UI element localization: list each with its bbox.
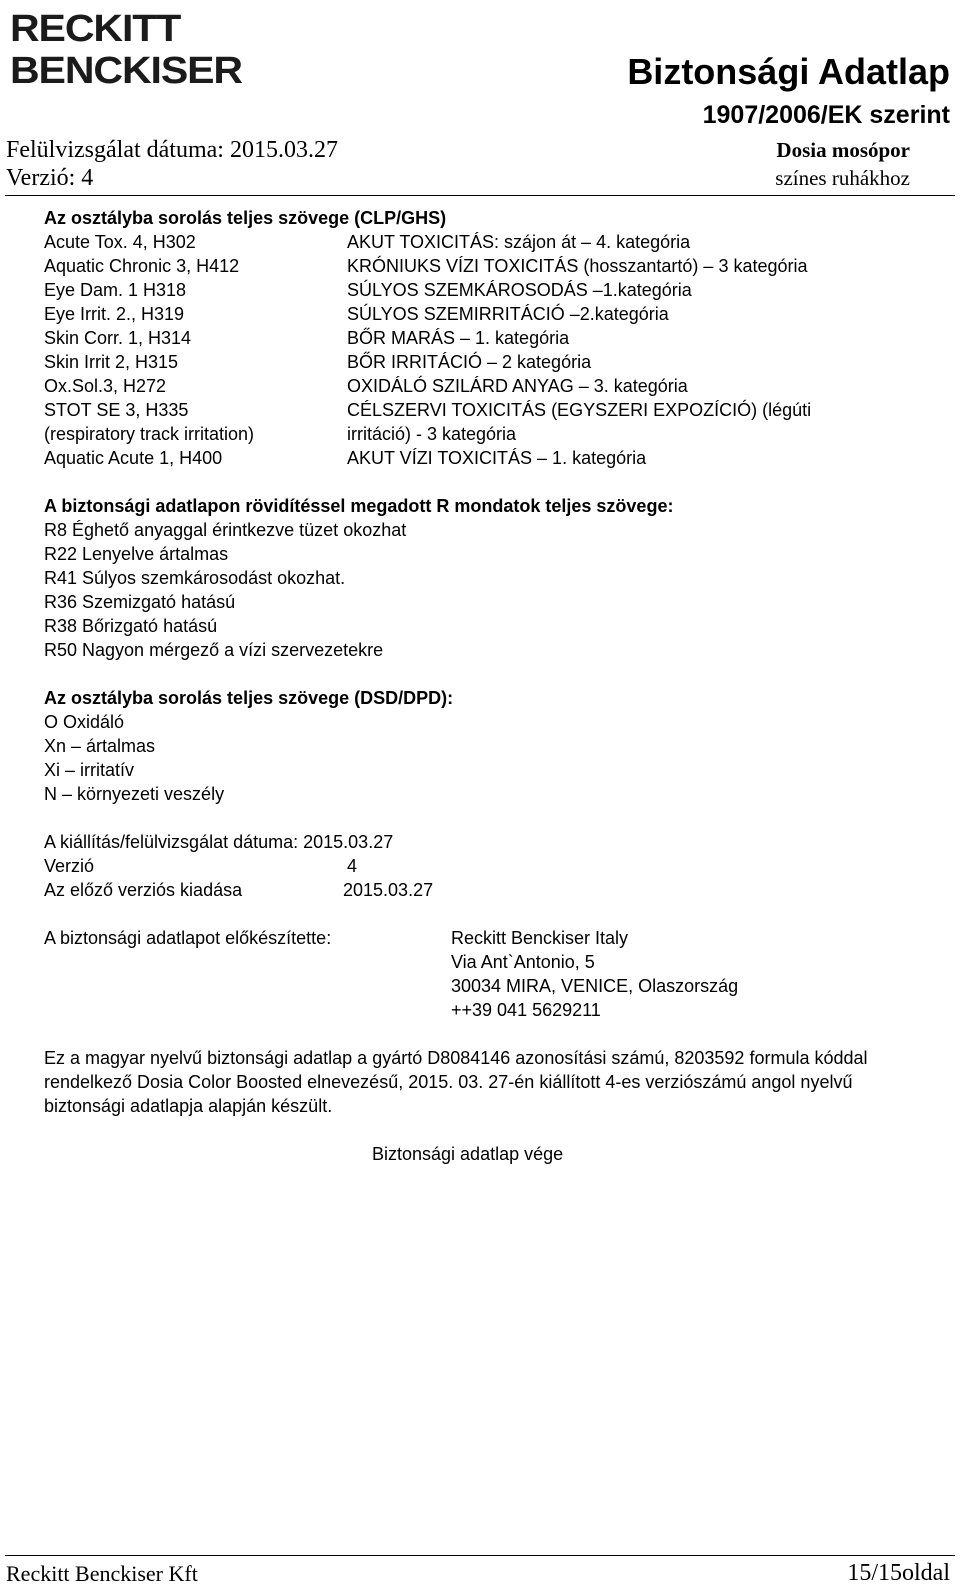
clp-row [44,398,934,422]
page-content [44,206,934,1166]
company-logo [10,6,242,92]
dsd-item: O Oxidáló [44,712,125,732]
hazard-text: BŐR MARÁS – 1. kategória [347,328,570,348]
clp-row [44,230,934,254]
regulation-reference: 1907/2006/EK szerint [702,101,950,129]
previous-version-label: Az előző verziós kiadása [44,880,243,900]
header-divider [5,195,955,196]
r-phrase: R38 Bőrizgató hatású [44,616,218,636]
version-label: Verzió [44,856,95,876]
hazard-code: Aquatic Acute 1, H400 [44,448,223,468]
hazard-code: Skin Irrit 2, H315 [44,352,179,372]
clp-row [44,374,934,398]
r-phrase: R22 Lenyelve ártalmas [44,544,229,564]
page-number: 15/15oldal [847,1560,950,1586]
dsd-item: Xi – irritatív [44,760,135,780]
version-row [44,854,934,878]
version-value: 4 [347,856,358,876]
r-phrase: R41 Súlyos szemkárosodást okozhat. [44,568,346,588]
address-row [44,998,934,1022]
address-phone: ++39 041 5629211 [451,1000,601,1020]
product-name-line1: Dosia mosópor [776,138,910,162]
hazard-text: AKUT VÍZI TOXICITÁS – 1. kategória [347,448,647,468]
prepared-by-label: A biztonsági adatlapot előkészítette: [44,928,332,948]
dsd-heading: Az osztályba sorolás teljes szövege (DSD/DPD): [44,688,454,708]
clp-table [44,230,934,470]
hazard-text: irritáció) - 3 kategória [347,424,517,444]
hazard-text: SÚLYOS SZEMIRRITÁCIÓ –2.kategória [347,304,669,324]
document-title: Biztonsági Adatlap [627,51,950,92]
hazard-text: SÚLYOS SZEMKÁROSODÁS –1.kategória [347,280,692,300]
clp-row [44,254,934,278]
r-phrase: R50 Nagyon mérgező a vízi szervezetekre [44,640,384,660]
end-of-sheet: Biztonsági adatlap vége [372,1144,564,1164]
dsd-item: N – környezeti veszély [44,784,225,804]
prepared-by-company: Reckitt Benckiser Italy [451,928,629,948]
clp-row [44,350,934,374]
issue-date: A kiállítás/felülvizsgálat dátuma: 2015.03.27 [44,832,394,852]
clp-row [44,278,934,302]
hazard-code: (respiratory track irritation) [44,424,255,444]
product-name-line2: színes ruhákhoz [775,166,910,190]
hazard-text: AKUT TOXICITÁS: szájon át – 4. kategória [347,232,691,252]
footer-divider [5,1555,955,1556]
logo-line1: RECKITT [10,8,181,50]
hazard-code: STOT SE 3, H335 [44,400,189,420]
logo-line2: BENCKISER [10,50,242,92]
document-version: Verzió: 4 [6,165,94,191]
prepared-by-row [44,926,934,950]
hazard-text: KRÓNIUKS VÍZI TOXICITÁS (hosszantartó) – 3 kategória [347,256,808,276]
r-phrase: R8 Éghető anyaggal érintkezve tüzet okozhat [44,520,407,540]
address-row [44,974,934,998]
clp-row [44,302,934,326]
hazard-text: CÉLSZERVI TOXICITÁS (EGYSZERI EXPOZÍCIÓ) (légúti [347,400,812,420]
clp-row [44,326,934,350]
r-phrases-heading: A biztonsági adatlapon rövidítéssel megadott R mondatok teljes szövege: [44,496,674,516]
translation-note: Ez a magyar nyelvű biztonsági adatlap a gyártó D8084146 azonosítási számú, 8203592 formula kóddal rendelkező Dosia Color Boosted elnevezésű, 2015. 03. 27-én kiállított 4-es verziószámú angol nyelvű biztonsági adatlapja alapján készült. [44,1048,868,1116]
hazard-code: Eye Dam. 1 H318 [44,280,187,300]
hazard-code: Acute Tox. 4, H302 [44,232,196,252]
r-phrase: R36 Szemizgató hatású [44,592,236,612]
clp-row [44,422,934,446]
address-row [44,950,934,974]
revision-date: Felülvizsgálat dátuma: 2015.03.27 [6,137,338,163]
clp-heading: Az osztályba sorolás teljes szövege (CLP/GHS) [44,208,447,228]
hazard-text: BŐR IRRITÁCIÓ – 2 kategória [347,352,592,372]
clp-row [44,446,934,470]
hazard-code: Eye Irrit. 2., H319 [44,304,185,324]
hazard-code: Aquatic Chronic 3, H412 [44,256,240,276]
hazard-text: OXIDÁLÓ SZILÁRD ANYAG – 3. kategória [347,376,688,396]
address-city: 30034 MIRA, VENICE, Olaszország [451,976,739,996]
hazard-code: Ox.Sol.3, H272 [44,376,167,396]
previous-version-date: 2015.03.27 [343,880,434,900]
footer-company: Reckitt Benckiser Kft [6,1561,198,1586]
dsd-item: Xn – ártalmas [44,736,156,756]
address-street: Via Ant`Antonio, 5 [451,952,595,972]
previous-version-row [44,878,934,902]
hazard-code: Skin Corr. 1, H314 [44,328,192,348]
